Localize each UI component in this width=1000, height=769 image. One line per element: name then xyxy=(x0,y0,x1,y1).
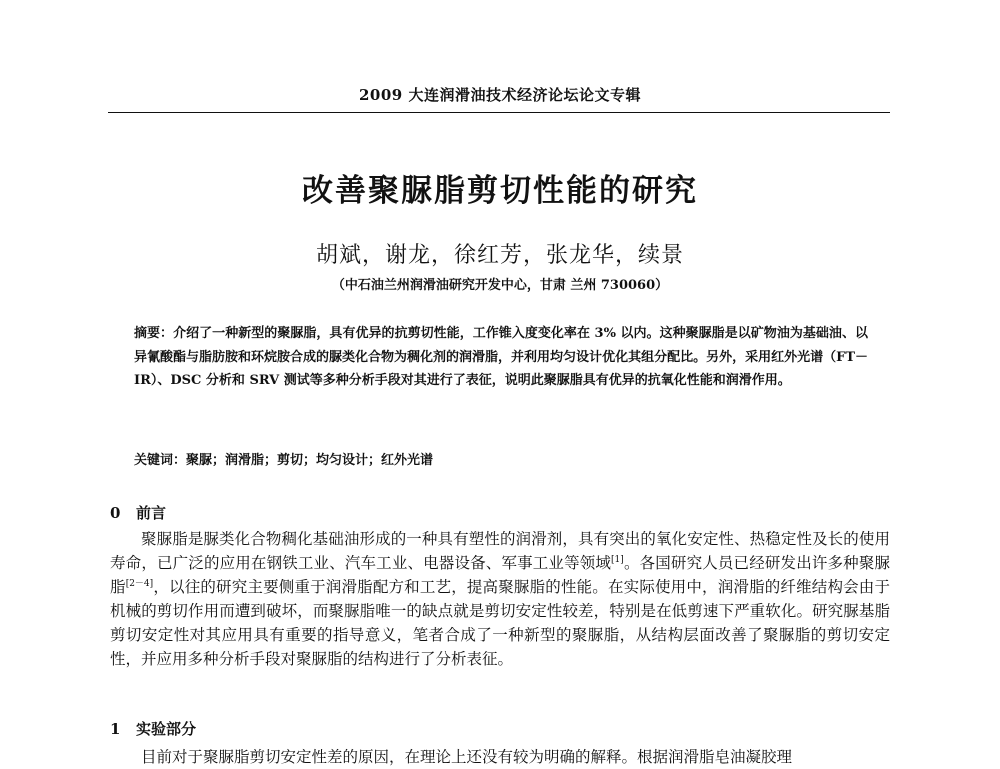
experimental-paragraph-start: 目前对于聚脲脂剪切安定性差的原因，在理论上还没有较为明确的解释。根据润滑脂皂油凝胶理 xyxy=(141,748,793,766)
author-list: 胡斌，谢龙，徐红芳，张龙华，续景 xyxy=(315,243,684,268)
abstract-text: 介绍了一种新型的聚脲脂，具有优异的抗剪切性能，工作锥入度变化率在 3% 以内。这种聚脲脂是以矿物油为基础油、以异氰酸酯与脂肪胺和环烷胺合成的脲类化合物为稠化剂的润滑脂，并利用均匀设计优化其组分配比。另外，采用红外光谱（FT－IR）、DSC 分析和 SRV 测试等多种分析手段对其进行了表征，说明此聚脲脂具有优异的抗氧化性能和润滑作用。 xyxy=(134,326,868,388)
section-number: 0 xyxy=(110,504,121,522)
section-number: 1 xyxy=(110,720,121,738)
keywords xyxy=(134,449,868,468)
header-rule xyxy=(108,112,890,113)
abstract-label: 摘要： xyxy=(134,326,174,341)
section-title: 前言 xyxy=(136,504,167,522)
paper-title: 改善聚脲脂剪切性能的研究 xyxy=(302,173,698,209)
running-head: 2009 大连润滑油技术经济论坛论文专辑 xyxy=(359,86,641,104)
paragraph-text: ，以往的研究主要侧重于润滑脂配方和工艺，提高聚脲脂的性能。在实际使用中，润滑脂的纤维结构会由于机械的剪切作用而遭到破坏，而聚脲脂唯一的缺点就是剪切安定性较差，特别是在低剪速下严重软化。研究脲基脂剪切安定性对其应用具有重要的指导意义，笔者合成了一种新型的聚脲脂，从结构层面改善了聚脲脂的剪切安定性，并应用多种分析手段对聚脲脂的结构进行了分析表征。 xyxy=(110,578,890,668)
citation-ref: [1] xyxy=(611,554,624,565)
section-title: 实验部分 xyxy=(136,720,197,738)
paragraph-text: 。各国研究人员已经研发出许多种聚脲脂 xyxy=(110,554,890,596)
paragraph-text: 聚脲脂是脲类化合物稠化基础油形成的一种具有塑性的润滑剂，具有突出的氧化安定性、热稳定性及长的使用寿命，已广泛的应用在钢铁工业、汽车工业、电器设备、军事工业等领域 xyxy=(110,530,890,572)
section-heading-experimental xyxy=(110,718,196,739)
citation-ref: [2－4] xyxy=(125,578,154,589)
introduction-paragraph xyxy=(110,527,890,671)
section-heading-introduction xyxy=(110,502,166,523)
keywords-text: 聚脲；润滑脂；剪切；均匀设计；红外光谱 xyxy=(186,453,434,468)
abstract xyxy=(134,322,868,393)
affiliation: （中石油兰州润滑油研究开发中心，甘肃 兰州 730060） xyxy=(331,278,669,293)
keywords-label: 关键词： xyxy=(134,453,187,468)
